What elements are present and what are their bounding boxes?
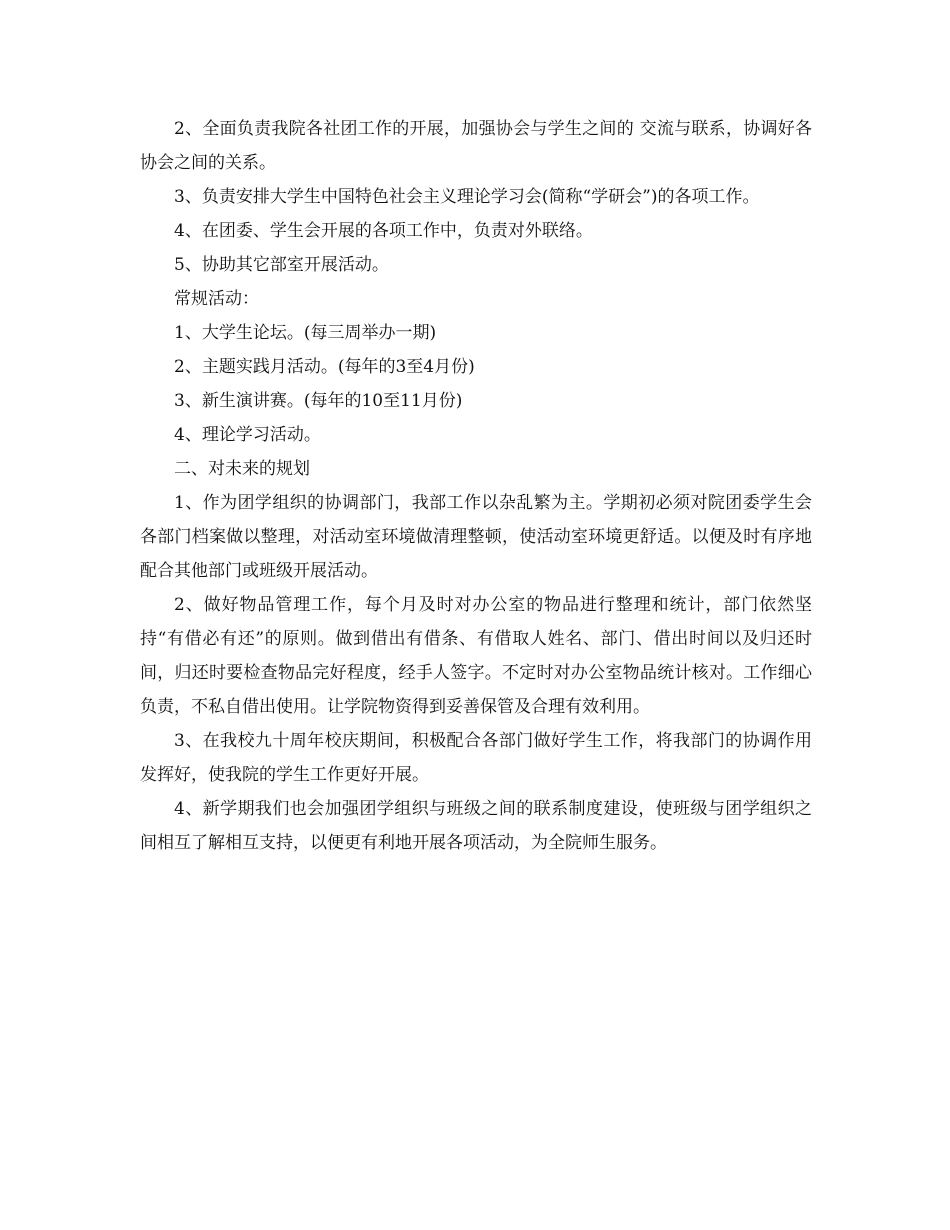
activity-item-2: 2、主题实践月活动。(每年的3至4月份) — [174, 357, 475, 377]
paragraph-duty-5: 5、协助其它部室开展活动。 — [174, 255, 389, 275]
document-body — [140, 112, 812, 860]
plan-paragraph-3: 3、在我校九十周年校庆期间，积极配合各部门做好学生工作，将我部门的协调作用发挥好，使我院的学生工作更好开展。 — [140, 731, 812, 785]
activity-item-4: 4、理论学习活动。 — [174, 425, 321, 445]
section-heading-regular-activities: 常规活动： — [174, 289, 259, 309]
paragraph-duty-2: 2、全面负责我院各社团工作的开展，加强协会与学生之间的 交流与联系，协调好各协会之间的关系。 — [140, 119, 812, 173]
plan-paragraph-4: 4、新学期我们也会加强团学组织与班级之间的联系制度建设，使班级与团学组织之间相互了解相互支持，以便更有利地开展各项活动，为全院师生服务。 — [140, 799, 812, 853]
paragraph-duty-4: 4、在团委、学生会开展的各项工作中，负责对外联络。 — [174, 221, 593, 241]
activity-item-1: 1、大学生论坛。(每三周举办一期) — [174, 323, 437, 343]
paragraph-duty-3: 3、负责安排大学生中国特色社会主义理论学习会(简称“学研会”)的各项工作。 — [174, 187, 760, 207]
activity-item-3: 3、新生演讲赛。(每年的10至11月份) — [174, 391, 463, 411]
plan-paragraph-1: 1、作为团学组织的协调部门，我部工作以杂乱繁为主。学期初必须对院团委学生会各部门档案做以整理，对活动室环境做清理整顿，使活动室环境更舒适。以便及时有序地配合其他部门或班级开展活动。 — [140, 493, 812, 581]
plan-paragraph-2: 2、做好物品管理工作，每个月及时对办公室的物品进行整理和统计，部门依然坚持“有借必有还”的原则。做到借出有借条、有借取人姓名、部门、借出时间以及归还时间，归还时要检查物品完好程度，经手人签字。不定时对办公室物品统计核对。工作细心负责，不私自借出使用。让学院物资得到妥善保管及合理有效利用。 — [140, 595, 812, 717]
section-heading-future-plan: 二、对未来的规划 — [174, 459, 310, 479]
